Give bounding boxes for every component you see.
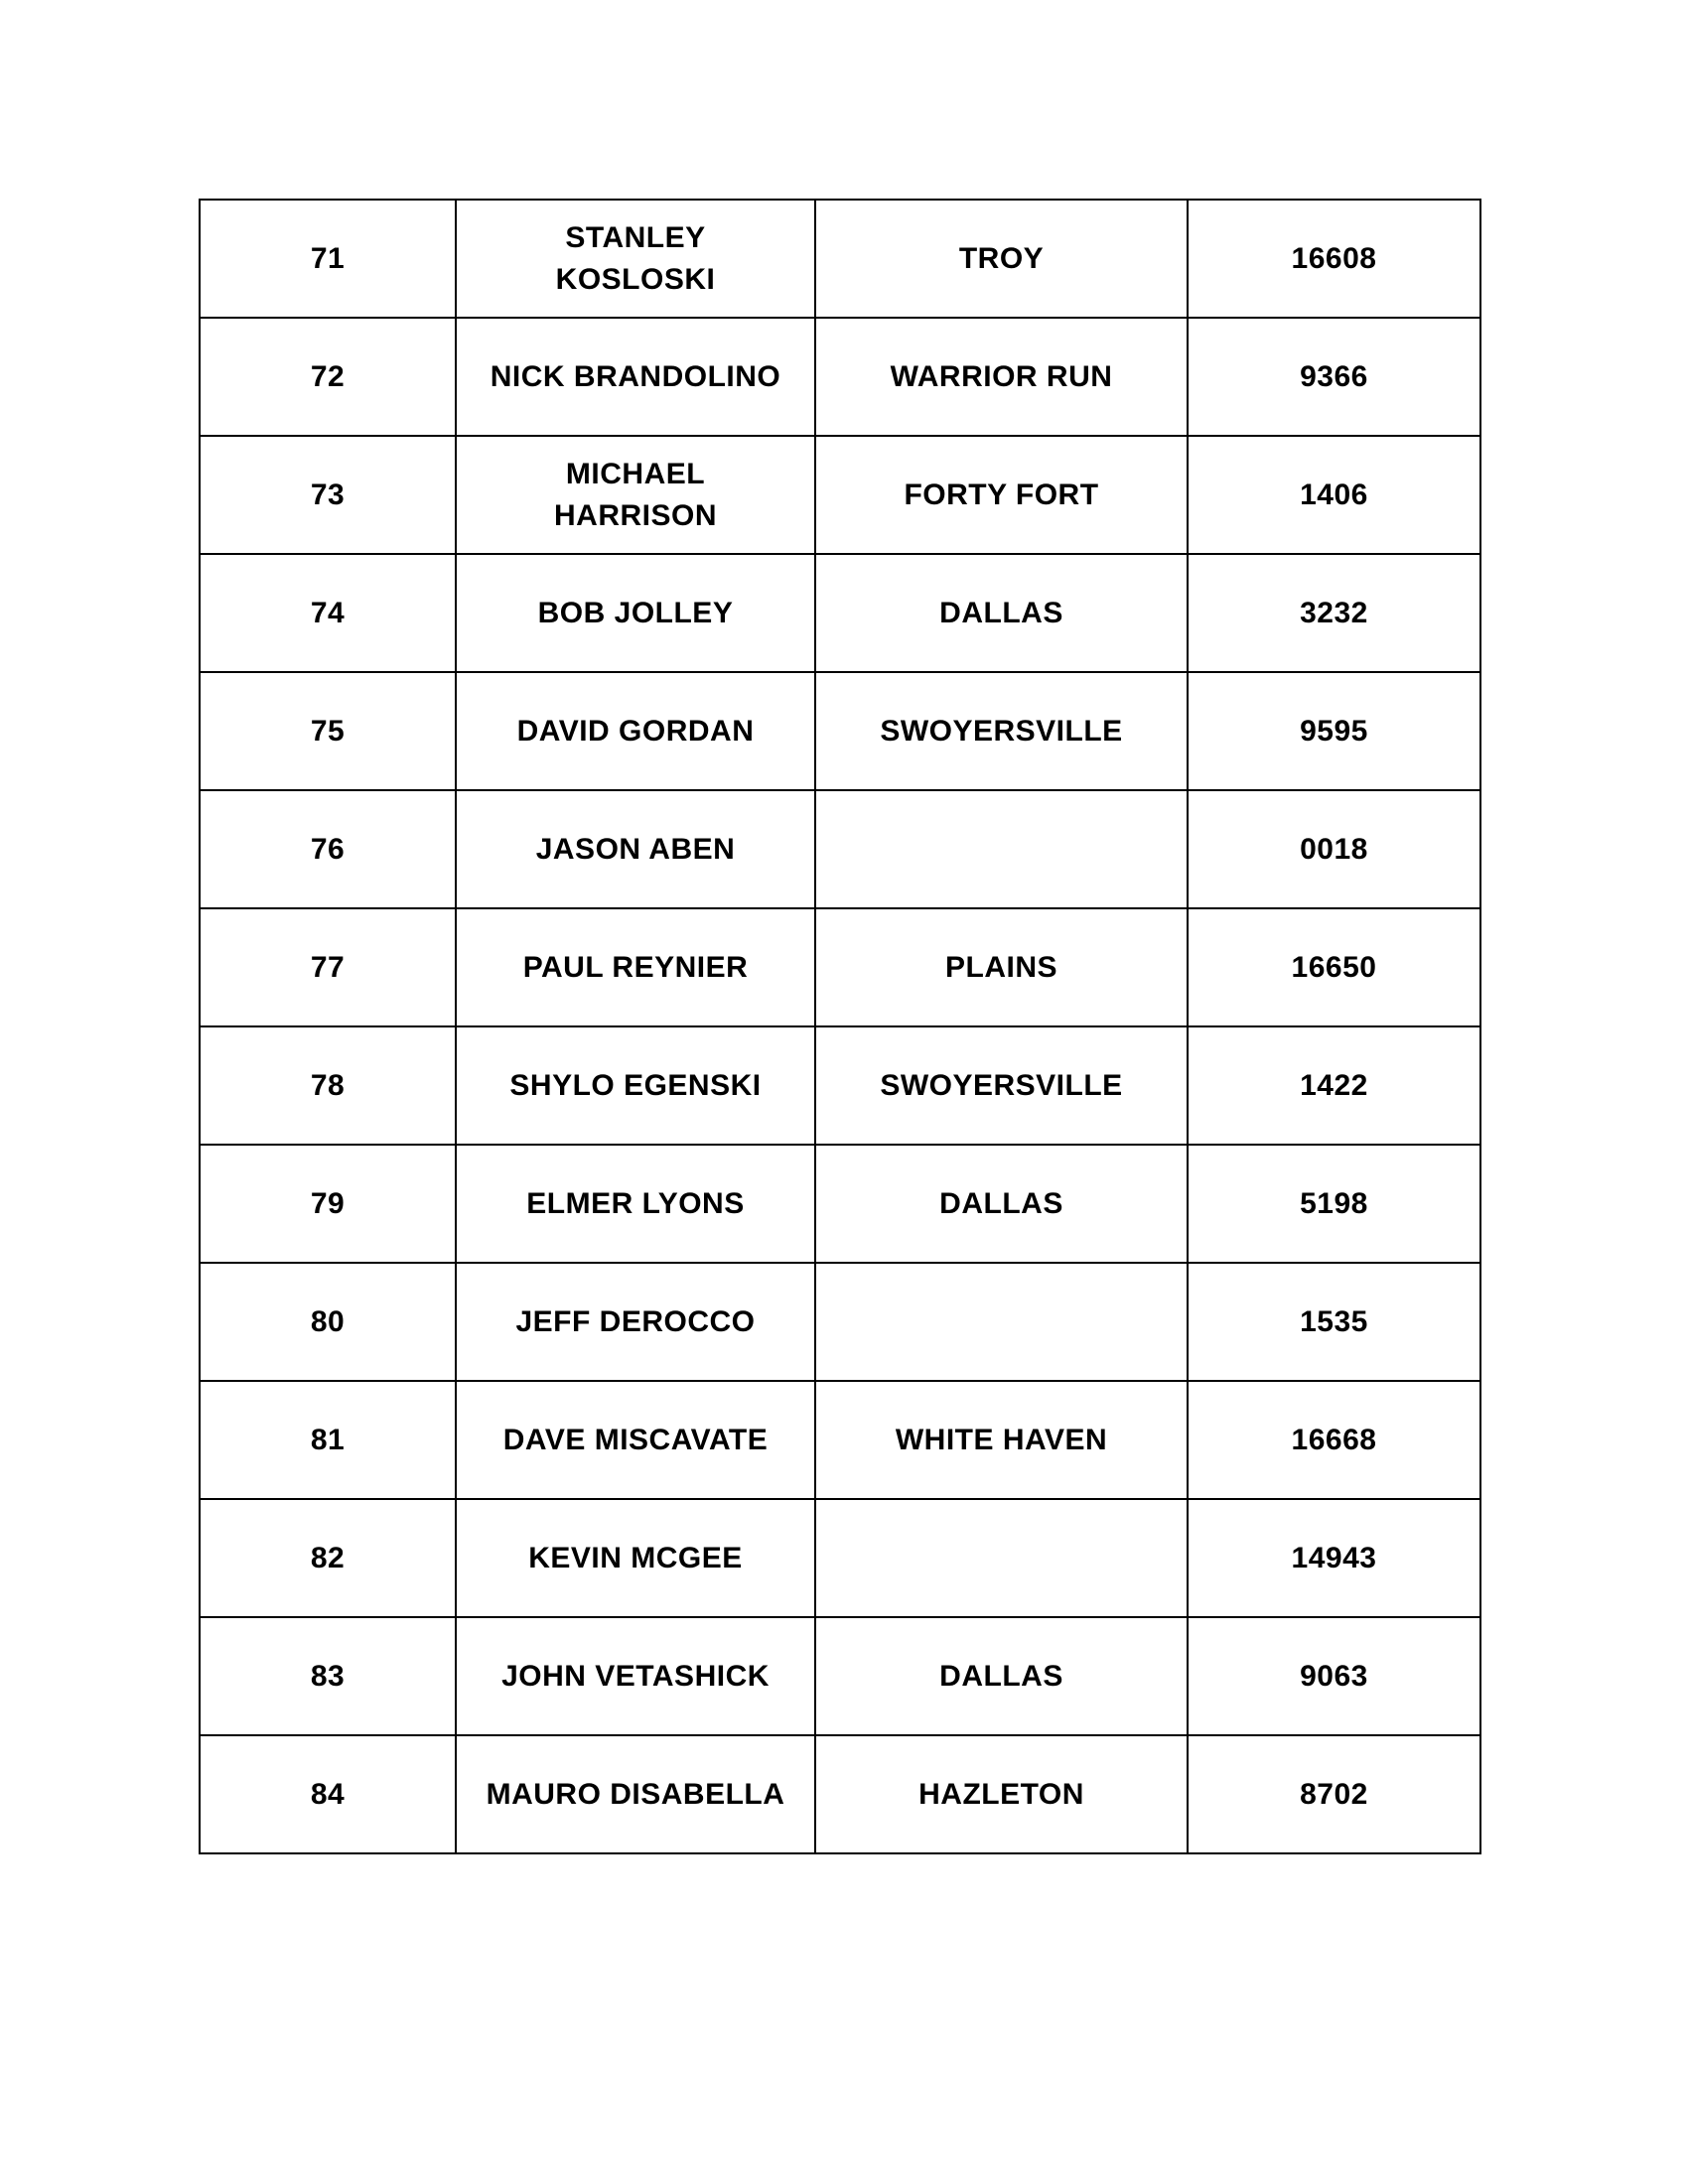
entry-town-cell: DALLAS xyxy=(815,554,1188,672)
table-row xyxy=(200,436,1480,554)
entry-id-cell: 16650 xyxy=(1188,908,1480,1026)
table-row xyxy=(200,1026,1480,1145)
entry-name-text: JEFF DEROCCO xyxy=(515,1304,756,1338)
table-row xyxy=(200,1381,1480,1499)
entry-name-cell xyxy=(456,672,815,790)
entry-town-cell: HAZLETON xyxy=(815,1735,1188,1853)
entry-name-text: PAUL REYNIER xyxy=(522,950,749,984)
entry-number-cell: 77 xyxy=(200,908,456,1026)
entry-id-cell: 1535 xyxy=(1188,1263,1480,1381)
entry-number-cell: 83 xyxy=(200,1617,456,1735)
entry-town-cell xyxy=(815,1499,1188,1617)
entry-number-cell: 82 xyxy=(200,1499,456,1617)
table-row xyxy=(200,318,1480,436)
entry-name-text: SHYLO EGENSKI xyxy=(509,1068,762,1102)
entry-name-cell xyxy=(456,790,815,908)
entry-town-cell: DALLAS xyxy=(815,1617,1188,1735)
entry-name-cell xyxy=(456,200,815,318)
table-row xyxy=(200,1263,1480,1381)
entry-town-cell: PLAINS xyxy=(815,908,1188,1026)
entry-name-cell xyxy=(456,1617,815,1735)
entry-town-cell: WHITE HAVEN xyxy=(815,1381,1188,1499)
table-row xyxy=(200,672,1480,790)
entry-town-cell: FORTY FORT xyxy=(815,436,1188,554)
entry-id-cell: 9366 xyxy=(1188,318,1480,436)
table-row xyxy=(200,1735,1480,1853)
entry-id-cell: 1406 xyxy=(1188,436,1480,554)
entry-town-cell xyxy=(815,790,1188,908)
entry-number-cell: 72 xyxy=(200,318,456,436)
entry-id-cell: 0018 xyxy=(1188,790,1480,908)
entry-name-text: MICHAEL HARRISON xyxy=(553,457,717,532)
entry-id-cell: 9063 xyxy=(1188,1617,1480,1735)
entry-name-cell xyxy=(456,1263,815,1381)
entry-name-cell xyxy=(456,1026,815,1145)
table-row xyxy=(200,1499,1480,1617)
entry-name-text: DAVE MISCAVATE xyxy=(502,1423,769,1456)
entry-id-cell: 14943 xyxy=(1188,1499,1480,1617)
entry-name-cell xyxy=(456,908,815,1026)
entry-name-text: BOB JOLLEY xyxy=(537,596,734,629)
roster-table xyxy=(199,199,1481,1854)
entry-number-cell: 73 xyxy=(200,436,456,554)
entry-id-cell: 1422 xyxy=(1188,1026,1480,1145)
entry-id-cell: 16608 xyxy=(1188,200,1480,318)
entry-name-text: DAVID GORDAN xyxy=(516,714,755,748)
entry-name-text: KEVIN MCGEE xyxy=(528,1541,743,1574)
entry-name-text: MAURO DISABELLA xyxy=(486,1777,785,1811)
entry-number-cell: 75 xyxy=(200,672,456,790)
entry-name-text: JASON ABEN xyxy=(535,832,736,866)
entry-number-cell: 79 xyxy=(200,1145,456,1263)
entry-name-cell xyxy=(456,554,815,672)
entry-town-cell: SWOYERSVILLE xyxy=(815,672,1188,790)
entry-number-cell: 74 xyxy=(200,554,456,672)
entry-name-text: JOHN VETASHICK xyxy=(501,1659,770,1693)
entry-id-cell: 9595 xyxy=(1188,672,1480,790)
entry-name-cell xyxy=(456,318,815,436)
entry-number-cell: 80 xyxy=(200,1263,456,1381)
entry-name-cell xyxy=(456,1735,815,1853)
entry-number-cell: 76 xyxy=(200,790,456,908)
entry-number-cell: 81 xyxy=(200,1381,456,1499)
entry-town-cell: TROY xyxy=(815,200,1188,318)
entry-name-cell xyxy=(456,1145,815,1263)
entry-number-cell: 71 xyxy=(200,200,456,318)
table-row xyxy=(200,554,1480,672)
entry-name-cell xyxy=(456,436,815,554)
table-row xyxy=(200,908,1480,1026)
entry-town-cell: DALLAS xyxy=(815,1145,1188,1263)
table-row xyxy=(200,1617,1480,1735)
table-row xyxy=(200,790,1480,908)
entry-name-cell xyxy=(456,1499,815,1617)
table-row xyxy=(200,1145,1480,1263)
entry-id-cell: 16668 xyxy=(1188,1381,1480,1499)
entry-town-cell xyxy=(815,1263,1188,1381)
entry-town-cell: WARRIOR RUN xyxy=(815,318,1188,436)
entry-name-cell xyxy=(456,1381,815,1499)
table-row xyxy=(200,200,1480,318)
entry-name-text: ELMER LYONS xyxy=(526,1186,745,1220)
entry-id-cell: 3232 xyxy=(1188,554,1480,672)
entry-number-cell: 78 xyxy=(200,1026,456,1145)
entry-name-text: NICK BRANDOLINO xyxy=(490,359,781,393)
entry-town-cell: SWOYERSVILLE xyxy=(815,1026,1188,1145)
entry-id-cell: 8702 xyxy=(1188,1735,1480,1853)
entry-name-text: STANLEY KOSLOSKI xyxy=(555,220,716,296)
entry-id-cell: 5198 xyxy=(1188,1145,1480,1263)
entry-number-cell: 84 xyxy=(200,1735,456,1853)
